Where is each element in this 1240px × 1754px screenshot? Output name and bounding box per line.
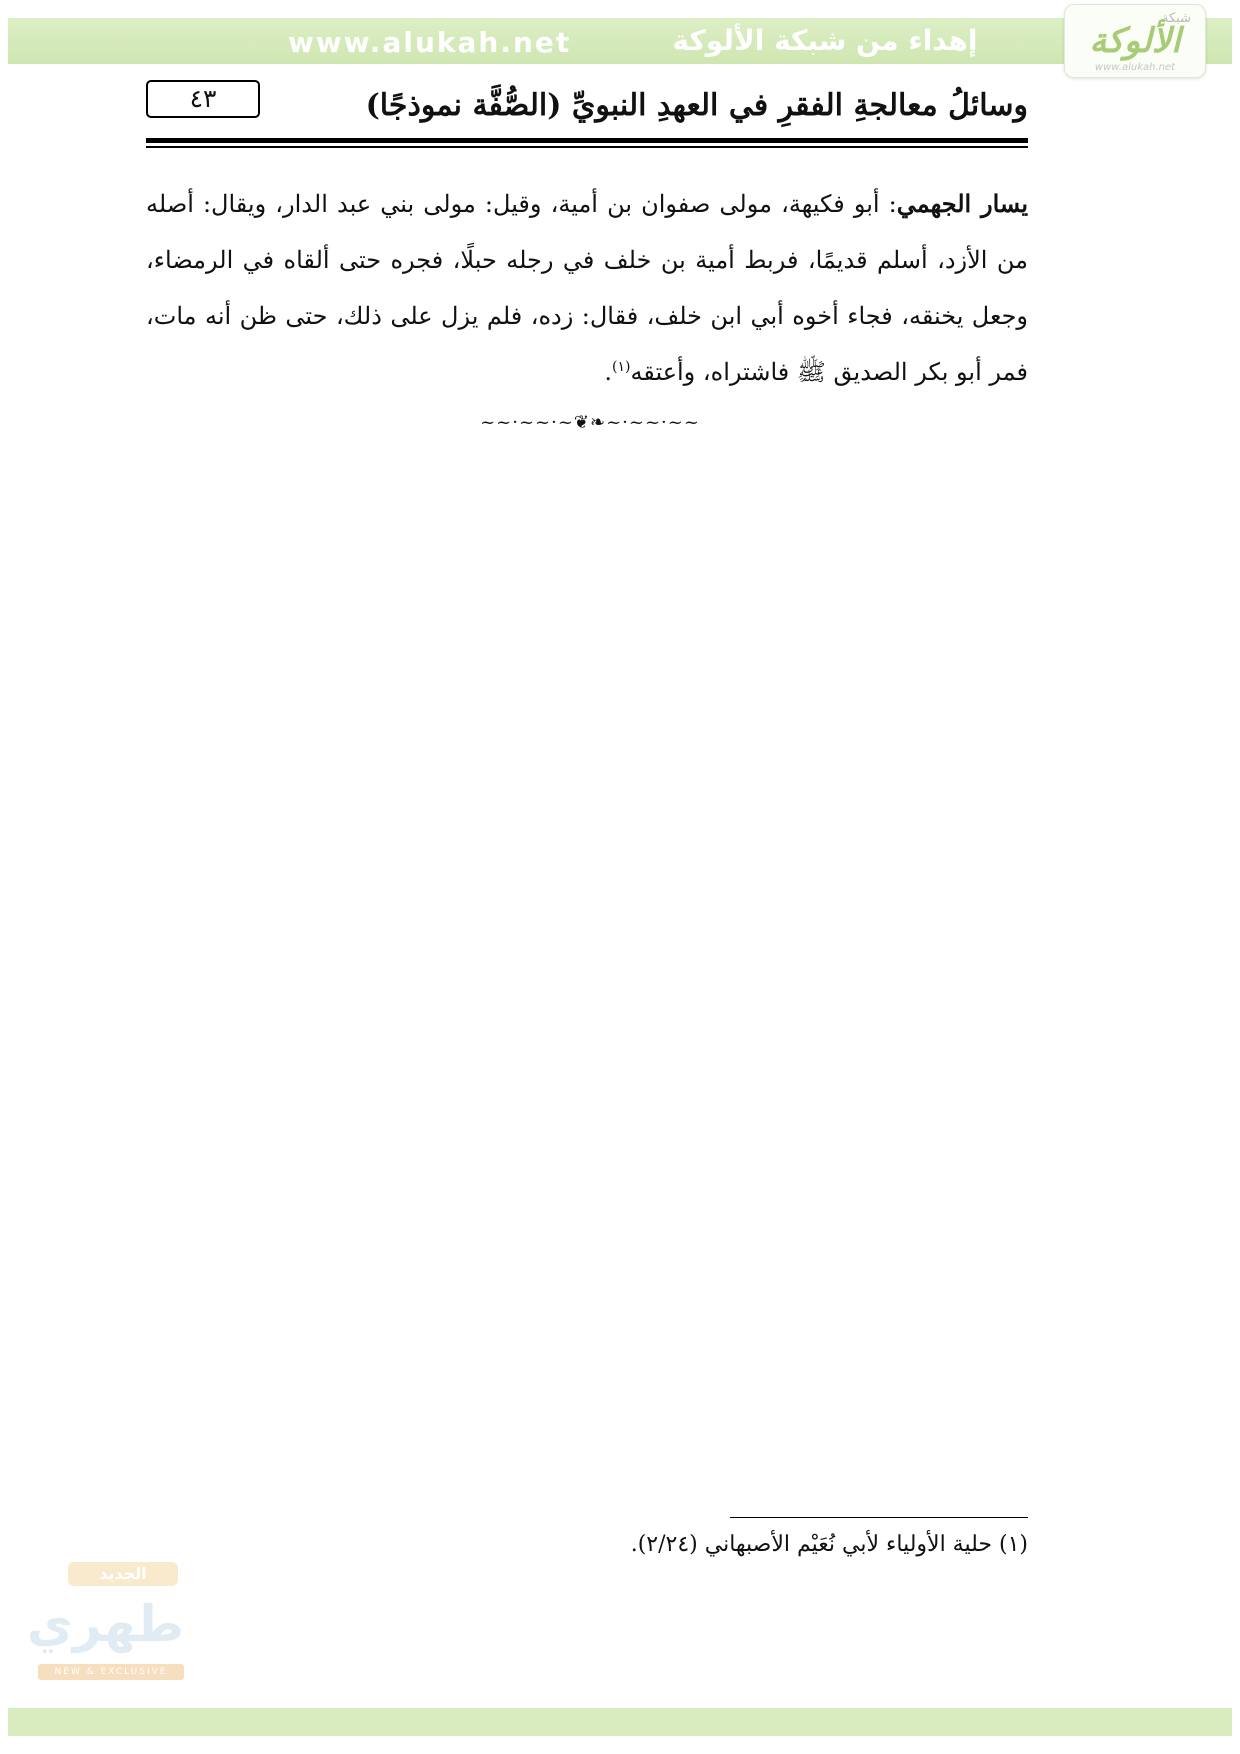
footnote-reference[interactable]: (١) [611,359,631,375]
section-ornament: ~~·~~·~❦❧~·~~·~~ [480,412,700,433]
biography-text: : أبو فكيهة، مولى صفوان بن أمية، وقيل: مولى بني عبد الدار، ويقال: أصله من الأزد، أسلم قديمًا، فربط أمية بن خلف في رجله حبلًا، فجره حتى ألقاه في الرمضاء، وجعل يخنقه، فجاء أخوه أبي ابن خلف، فقال: زده، فلم يزل على ذلك، حتى ظن أنه مات، فمر أبو بكر الصديق ﷺ فاشتراه، وأعتقه [146,190,1029,386]
top-banner [8,18,1232,64]
logo-main-text: الألوكة [1089,21,1181,61]
paragraph-end: . [604,358,612,386]
banner-gift-text: إهداء من شبكة الألوكة [672,24,978,57]
header-rule-thick [146,138,1028,143]
bottom-banner [8,1708,1232,1736]
footnote: (١) حلية الأولياء لأبي نُعَيْم الأصبهاني (٢/٢٤). [630,1532,1028,1557]
new-exclusive-watermark [26,1562,188,1680]
banner-url: www.alukah.net [288,26,572,59]
page-number: ٤٣ [146,80,260,118]
watermark-top-text: الجديد [68,1562,178,1586]
header-rule-thin [146,146,1028,148]
biography-term: يسار الجهمي [896,189,1028,218]
body-paragraph [146,176,1028,400]
logo-url: www.alukah.net [1094,62,1176,73]
watermark-bottom-text: NEW & EXCLUSIVE [38,1664,184,1680]
running-title: وسائلُ معالجةِ الفقرِ في العهدِ النبويِّ (الصُّفَّة نموذجًا) [365,88,1028,123]
footnote-separator [730,1517,1028,1518]
alukah-logo [1064,4,1206,78]
logo-small-text: شبكة [1162,11,1191,26]
watermark-main-text: طهري [26,1595,184,1653]
